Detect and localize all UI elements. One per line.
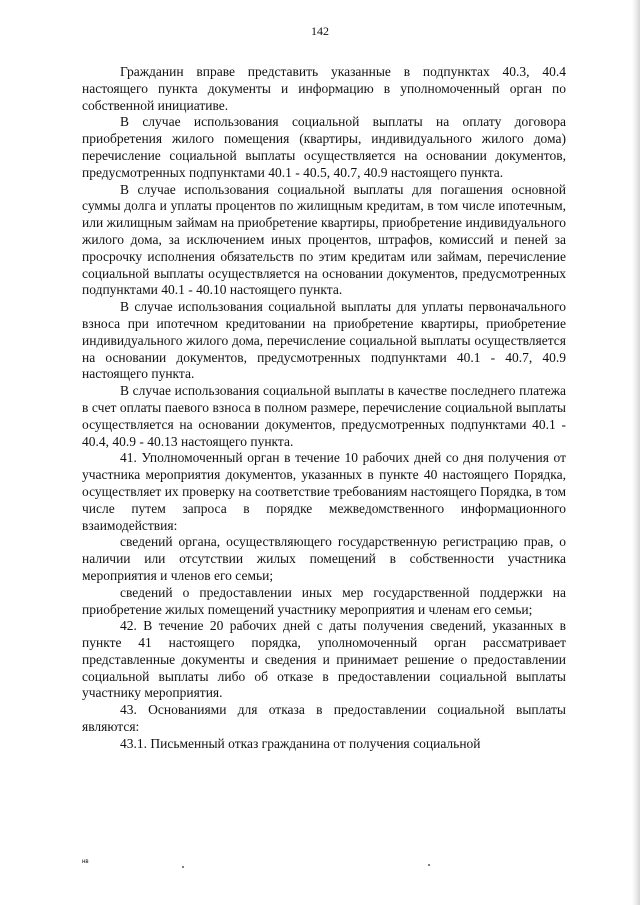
- paragraph: В случае использования социальной выплаты на оплату договора приобретения жилого помещения (квартиры, индивидуального жилого дома) перечисление социальной выплаты осуществляется на основании документов, предусмотренных подпунктами 40.1 - 40.5, 40.7, 40.9 настоящего пункта.: [82, 114, 566, 180]
- paragraph-item-42: 42. В течение 20 рабочих дней с даты получения сведений, указанных в пункте 41 настоящего порядка, уполномоченный орган рассматривает представленные документы и сведения и принимает решение о предоставлении социальной выплаты либо об отказе в предоставлении социальной выплаты участнику мероприятия.: [82, 618, 566, 701]
- paragraph: В случае использования социальной выплаты для погашения основной суммы долга и уплаты процентов по жилищным кредитам, в том числе ипотечным, или жилищным займам на приобретение квартиры, приобретение индивидуального жилого дома, за исключением иных процентов, штрафов, комиссий и пеней за просрочку исполнения обязательств по этим кредитам или займам, перечисление социальной выплаты осуществляется на основании документов, предусмотренных подпунктами 40.1 - 40.10 настоящего пункта.: [82, 181, 566, 298]
- footer-code: нв: [82, 859, 89, 865]
- scan-speck: [182, 866, 184, 868]
- paragraph: В случае использования социальной выплаты для уплаты первоначального взноса при ипотечном кредитовании на приобретение квартиры, приобретение индивидуального жилого дома, перечисление социальной выплаты осуществляется на основании документов, предусмотренных подпунктами 40.1 - 40.7, 40.9 настоящего пункта.: [82, 299, 566, 382]
- paragraph: В случае использования социальной выплаты в качестве последнего платежа в счет оплаты паевого взноса в полном размере, перечисление социальной выплаты осуществляется на основании документов, предусмотренных подпунктами 40.1 - 40.4, 40.9 - 40.13 настоящего пункта.: [82, 383, 566, 449]
- scan-speck: [428, 864, 430, 866]
- paragraph: Гражданин вправе представить указанные в подпунктах 40.3, 40.4 настоящего пункта документы и информацию в уполномоченный орган по собственной инициативе.: [82, 64, 566, 113]
- paragraph: сведений органа, осуществляющего государственную регистрацию прав, о наличии или отсутствии жилых помещений в собственности участника мероприятия и членов его семьи;: [82, 534, 566, 583]
- paragraph-item-43: 43. Основаниями для отказа в предоставлении социальной выплаты являются:: [82, 702, 566, 735]
- paragraph: сведений о предоставлении иных мер государственной поддержки на приобретение жилых помещений участнику мероприятия и членам его семьи;: [82, 584, 566, 617]
- paragraph-item-43-1: 43.1. Письменный отказ гражданина от получения социальной: [120, 735, 481, 751]
- scan-edge-shadow: [632, 0, 640, 905]
- paragraph-item-41: 41. Уполномоченный орган в течение 10 рабочих дней со дня получения от участника мероприятия документов, указанных в пункте 40 настоящего Порядка, осуществляет их проверку на соответствие требованиям настоящего Порядка, в том числе путем запроса в порядке межведомственного информационного взаимодействия:: [82, 450, 566, 533]
- document-body: [82, 64, 566, 753]
- page-number: 142: [311, 24, 329, 38]
